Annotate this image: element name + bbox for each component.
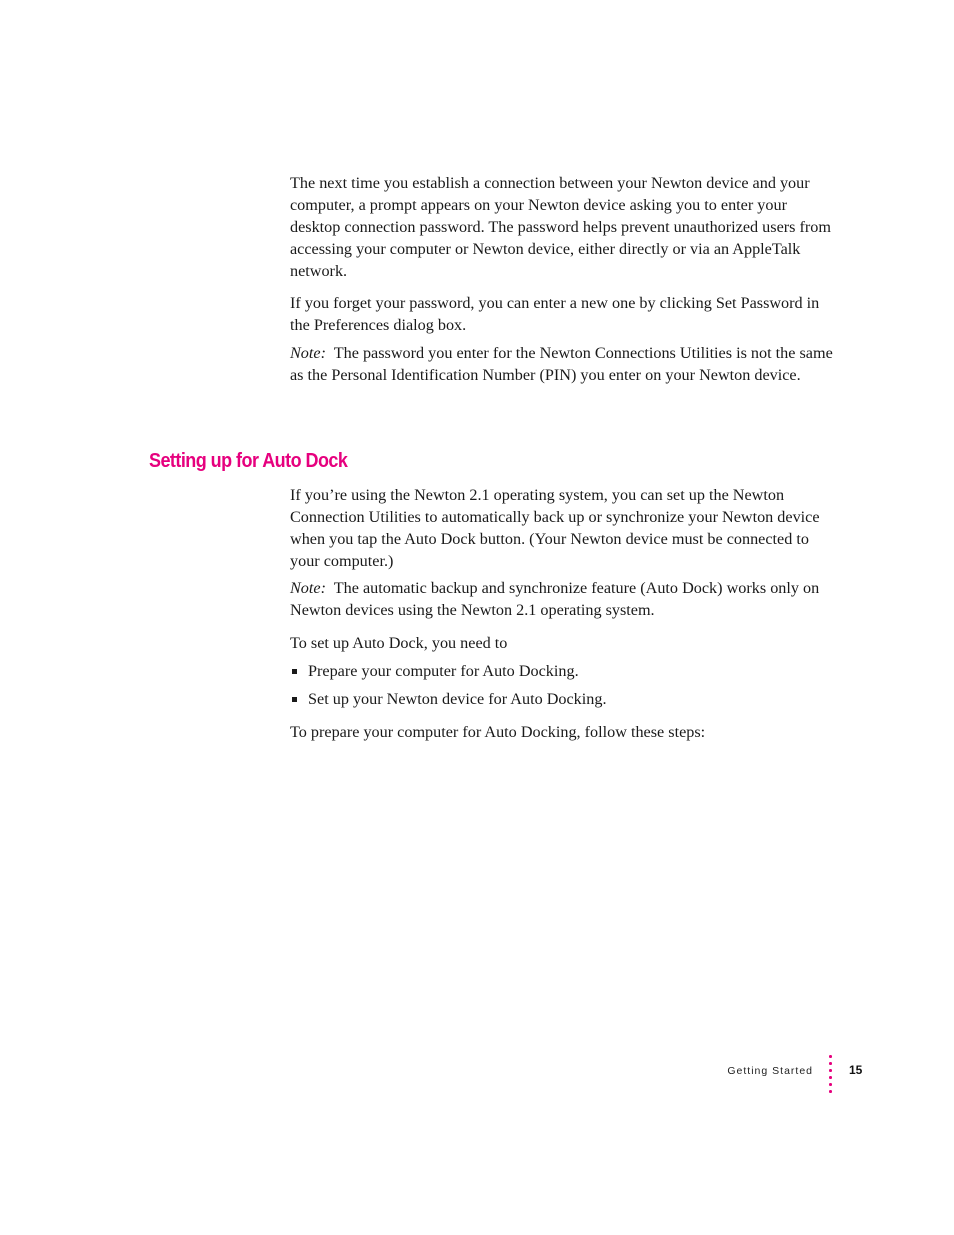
section-heading: Setting up for Auto Dock xyxy=(149,450,348,472)
list-item xyxy=(290,688,838,710)
square-bullet-icon xyxy=(292,669,297,674)
list-item-text: Prepare your computer for Auto Docking. xyxy=(308,662,579,680)
password-paragraph xyxy=(290,172,838,282)
body-paragraph: To prepare your computer for Auto Docking, follow these steps: xyxy=(290,723,706,741)
body-paragraph: If you’re using the Newton 2.1 operating system, you can set up the Newton Connection Utilities to automatically back up or synchronize your Newton device when you tap the Auto Dock button. (Your Newton device must be connected to your computer.) xyxy=(290,486,820,570)
note-label: Note: xyxy=(290,579,326,597)
auto-dock-steps xyxy=(290,660,838,710)
bullet-list xyxy=(290,660,838,710)
note-paragraph xyxy=(290,342,838,386)
note-label: Note: xyxy=(290,344,326,362)
page-number: 15 xyxy=(849,1063,863,1077)
footer-section-label: Getting Started xyxy=(727,1065,813,1077)
auto-dock-intro xyxy=(290,632,838,654)
body-paragraph: To set up Auto Dock, you need to xyxy=(290,634,508,652)
list-item xyxy=(290,660,838,682)
list-item-text: Set up your Newton device for Auto Docking. xyxy=(308,690,607,708)
dotted-divider-icon xyxy=(829,1055,833,1095)
closing-paragraph xyxy=(290,721,838,743)
password-note xyxy=(290,342,838,386)
square-bullet-icon xyxy=(292,697,297,702)
body-paragraph: If you forget your password, you can enter a new one by clicking Set Password in the Preferences dialog box. xyxy=(290,294,820,334)
note-paragraph xyxy=(290,577,838,621)
auto-dock-note xyxy=(290,577,838,621)
forgot-password-paragraph xyxy=(290,292,838,336)
body-paragraph: The next time you establish a connection between your Newton device and your computer, a prompt appears on your Newton device asking you to enter your desktop connection password. The password helps prevent unauthorized users from accessing your computer or Newton device, either directly or via an AppleTalk network. xyxy=(290,174,831,280)
note-text: The password you enter for the Newton Connections Utilities is not the same as the Personal Identification Number (PIN) you enter on your Newton device. xyxy=(290,344,833,384)
note-text: The automatic backup and synchronize feature (Auto Dock) works only on Newton devices using the Newton 2.1 operating system. xyxy=(290,579,820,619)
auto-dock-paragraph xyxy=(290,484,838,572)
